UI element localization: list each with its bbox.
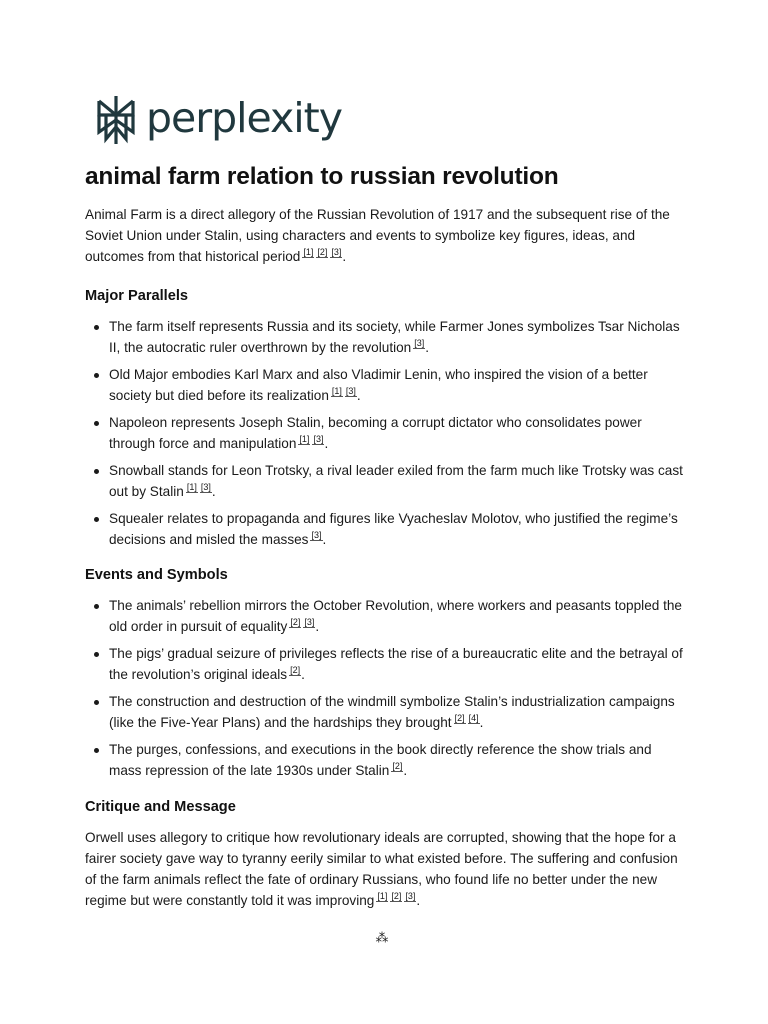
list-item: The farm itself represents Russia and its society, while Farmer Jones symbolizes Tsar Nicholas II, the autocratic ruler overthrown by the revolution [3]. — [85, 316, 685, 358]
citations — [329, 388, 357, 403]
citation-link[interactable]: [2] — [290, 617, 301, 628]
events-and-symbols-list — [85, 595, 685, 781]
citation-link[interactable]: [2] — [392, 761, 403, 772]
citations — [411, 340, 425, 355]
citations — [296, 436, 324, 451]
major-parallels-list — [85, 316, 685, 550]
citations — [452, 715, 480, 730]
citation-link[interactable]: [3] — [311, 530, 322, 541]
citation-link[interactable]: [2] — [317, 247, 328, 258]
citation-link[interactable]: [3] — [304, 617, 315, 628]
citations — [287, 619, 315, 634]
citation-link[interactable]: [1] — [186, 482, 197, 493]
citation-link[interactable]: [1] — [299, 434, 310, 445]
citation-link[interactable]: [4] — [468, 713, 479, 724]
list-item: Snowball stands for Leon Trotsky, a rival leader exiled from the farm much like Trotsky was cast out by Stalin [1] [3]. — [85, 460, 685, 502]
logo-wordmark: perplexity — [146, 94, 343, 142]
citations — [184, 484, 212, 499]
intro-text: Animal Farm is a direct allegory of the Russian Revolution of 1917 and the subsequent rise of the Soviet Union under Stalin, using characters and events to symbolize key figures, ideas, and outcomes from that historical period — [85, 207, 670, 264]
section-heading-critique-and-message: Critique and Message — [85, 799, 236, 815]
page-title: animal farm relation to russian revolution — [85, 163, 559, 190]
citation-link[interactable]: [2] — [391, 891, 402, 902]
intro-paragraph: Animal Farm is a direct allegory of the Russian Revolution of 1917 and the subsequent rise of the Soviet Union under Stalin, using characters and events to symbolize key figures, ideas, and outcomes from that historical period [1] [2] [3]. — [85, 207, 670, 264]
critique-citations — [374, 893, 416, 908]
citation-link[interactable]: [3] — [200, 482, 211, 493]
citation-link[interactable]: [2] — [454, 713, 465, 724]
citation-link[interactable]: [3] — [313, 434, 324, 445]
sparkle-cluster-icon: ⁂ — [375, 930, 389, 945]
section-heading-events-and-symbols: Events and Symbols — [85, 567, 228, 583]
citation-link[interactable]: [3] — [345, 386, 356, 397]
list-item: Old Major embodies Karl Marx and also Vladimir Lenin, who inspired the vision of a better society but died before its realization [1] [3]. — [85, 364, 685, 406]
citation-link[interactable]: [1] — [303, 247, 314, 258]
citation-link[interactable]: [3] — [331, 247, 342, 258]
citation-link[interactable]: [2] — [290, 665, 301, 676]
citation-link[interactable]: [1] — [377, 891, 388, 902]
list-item: The purges, confessions, and executions in the book directly reference the show trials and mass repression of the late 1930s under Stalin [2]. — [85, 739, 685, 781]
critique-paragraph: Orwell uses allegory to critique how revolutionary ideals are corrupted, showing that the hope for a fairer society gave way to tyranny eerily similar to what existed before. The suffering and confusion of the farm animals reflect the fate of ordinary Russians, who found life no better under the new regime but were constantly told it was improving [1] [2] [3]. — [85, 830, 678, 908]
list-item: The pigs’ gradual seizure of privileges reflects the rise of a bureaucratic elite and the betrayal of the revolution’s original ideals [2]. — [85, 643, 685, 685]
citations — [389, 763, 403, 778]
citation-link[interactable]: [3] — [405, 891, 416, 902]
citation-link[interactable]: [1] — [331, 386, 342, 397]
answer-content — [85, 160, 685, 911]
perplexity-mark-icon — [95, 94, 137, 146]
citations — [287, 667, 301, 682]
list-item: Squealer relates to propaganda and figures like Vyacheslav Molotov, who justified the regime’s decisions and misled the masses [3]. — [85, 508, 685, 550]
citations — [308, 532, 322, 547]
list-item: Napoleon represents Joseph Stalin, becoming a corrupt dictator who consolidates power through force and manipulation [1] [3]. — [85, 412, 685, 454]
list-item: The construction and destruction of the windmill symbolize Stalin’s industrialization campaigns (like the Five-Year Plans) and the hardships they brought [2] [4]. — [85, 691, 685, 733]
section-heading-major-parallels: Major Parallels — [85, 288, 189, 304]
perplexity-logo[interactable] — [95, 94, 342, 146]
list-item: The animals’ rebellion mirrors the October Revolution, where workers and peasants toppled the old order in pursuit of equality [2] [3]. — [85, 595, 685, 637]
citation-link[interactable]: [3] — [414, 338, 425, 349]
intro-citations — [300, 249, 342, 264]
